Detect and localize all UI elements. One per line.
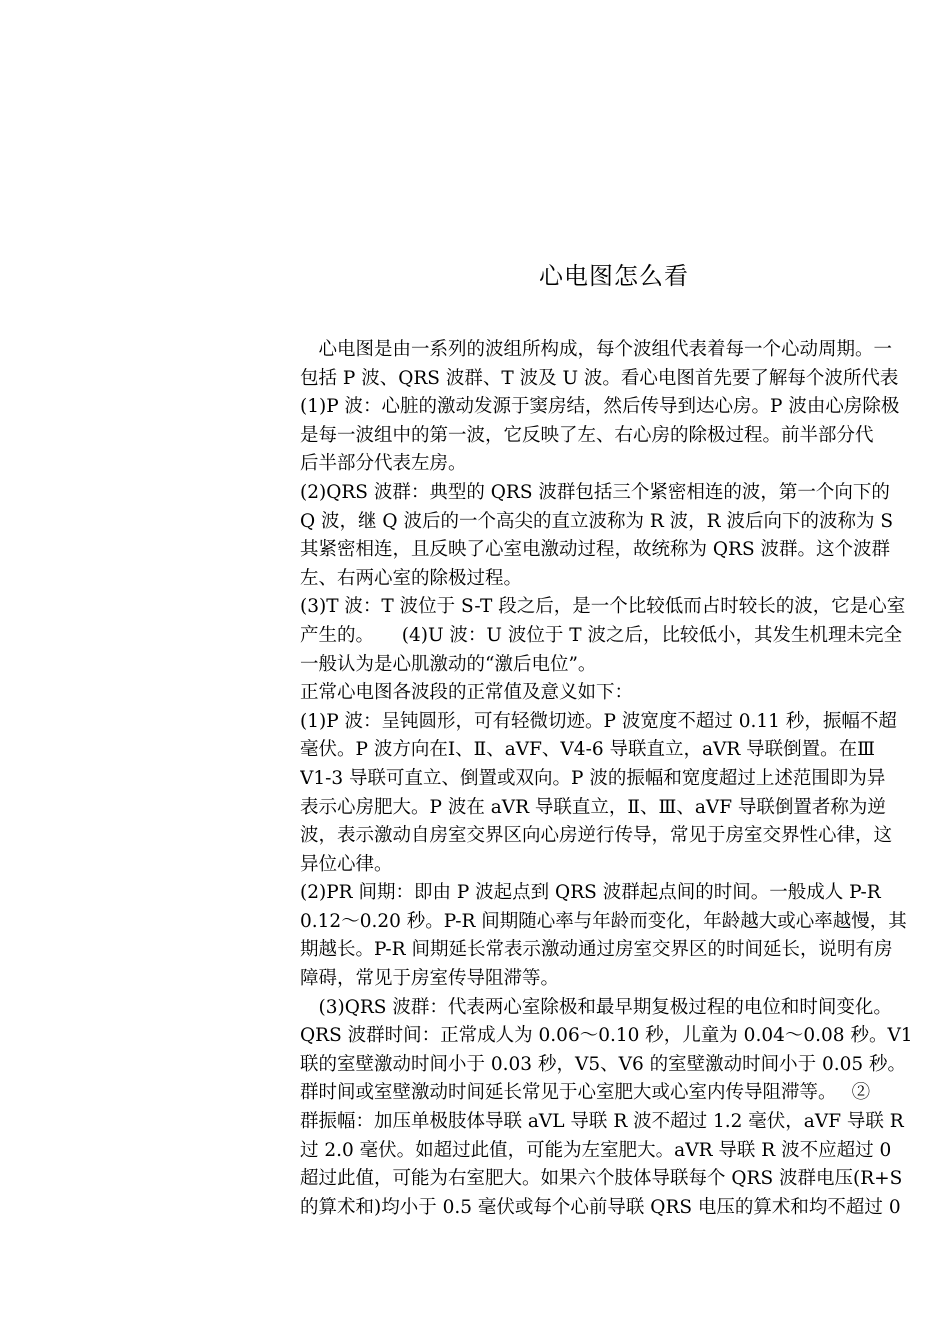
text-line: (2)QRS 波群：典型的 QRS 波群包括三个紧密相连的波，第一个向下的 (300, 481, 890, 503)
text-line: 产生的。 (4)U 波：U 波位于 T 波之后，比较低小，其发生机理未完全 (300, 624, 903, 646)
text-line: 一般认为是心肌激动的“激后电位”。 (300, 653, 597, 675)
text-line: 过 2.0 毫伏。如超过此值，可能为左室肥大。aVR 导联 R 波不应超过 0 (300, 1139, 892, 1161)
text-line: 正常心电图各波段的正常值及意义如下： (300, 682, 634, 704)
text-line: Q 波，继 Q 波后的一个高尖的直立波称为 R 波，R 波后向下的波称为 S (300, 510, 894, 532)
text-line: 后半部分代表左房。 (300, 453, 467, 475)
text-line: 左、右两心室的除极过程。 (300, 567, 523, 589)
text-line: 群振幅：加压单极肢体导联 aVL 导联 R 波不超过 1.2 毫伏，aVF 导联 R (300, 1111, 904, 1133)
text-line: 波，表示激动自房室交界区向心房逆行传导，常见于房室交界性心律，这 (300, 825, 893, 847)
text-line: 0.12～0.20 秒。P-R 间期随心率与年龄而变化，年龄越大或心率越慢，其 (300, 910, 907, 932)
document-title: 心电图怎么看 (539, 262, 689, 290)
text-line: (1)P 波：呈钝圆形，可有轻微切迹。P 波宽度不超过 0.11 秒，振幅不超 (300, 710, 897, 732)
text-line: 心电图是由一系列的波组所构成，每个波组代表着每一个心动周期。一 (300, 339, 893, 360)
text-line: 毫伏。P 波方向在Ⅰ、Ⅱ、aVF、V4-6 导联直立，aVR 导联倒置。在Ⅲ (300, 739, 876, 761)
text-line: 群时间或室壁激动时间延长常见于心室肥大或心室内传导阻滞等。 ② (300, 1082, 871, 1104)
text-line: QRS 波群时间：正常成人为 0.06～0.10 秒，儿童为 0.04～0.08 秒。V1 (300, 1025, 913, 1047)
text-line: (2)PR 间期：即由 P 波起点到 QRS 波群起点间的时间。一般成人 P-R (300, 882, 881, 904)
text-line: (3)QRS 波群：代表两心室除极和最早期复极过程的电位和时间变化。 (300, 996, 892, 1018)
text-line: 包括 P 波、QRS 波群、T 波及 U 波。看心电图首先要了解每个波所代表 (300, 367, 899, 389)
text-line: 超过此值，可能为右室肥大。如果六个肢体导联每个 QRS 波群电压(R+S (300, 1168, 903, 1190)
text-line: 障碍，常见于房室传导阻滞等。 (300, 968, 560, 990)
text-line: 表示心房肥大。P 波在 aVR 导联直立，Ⅱ、Ⅲ、aVF 导联倒置者称为逆 (300, 796, 886, 818)
text-line: (3)T 波：T 波位于 S-T 段之后，是一个比较低而占时较长的波，它是心室 (300, 596, 906, 618)
text-line: (1)P 波：心脏的激动发源于窦房结，然后传导到达心房。P 波由心房除极 (300, 396, 900, 418)
text-line: 其紧密相连，且反映了心室电激动过程，故统称为 QRS 波群。这个波群 (300, 539, 891, 561)
text-line: 是每一波组中的第一波，它反映了左、右心房的除极过程。前半部分代 (300, 424, 874, 446)
text-line: 期越长。P-R 间期延长常表示激动通过房室交界区的时间延长，说明有房 (300, 939, 893, 961)
text-line: V1-3 导联可直立、倒置或双向。P 波的振幅和宽度超过上述范围即为异 (300, 767, 886, 789)
text-line: 异位心律。 (300, 853, 393, 875)
text-line: 联的室壁激动时间小于 0.03 秒，V5、V6 的室壁激动时间小于 0.05 秒。 (300, 1053, 907, 1075)
document-body (300, 336, 950, 1222)
text-line: 的算术和)均小于 0.5 毫伏或每个心前导联 QRS 电压的算术和均不超过 0 (300, 1196, 901, 1218)
